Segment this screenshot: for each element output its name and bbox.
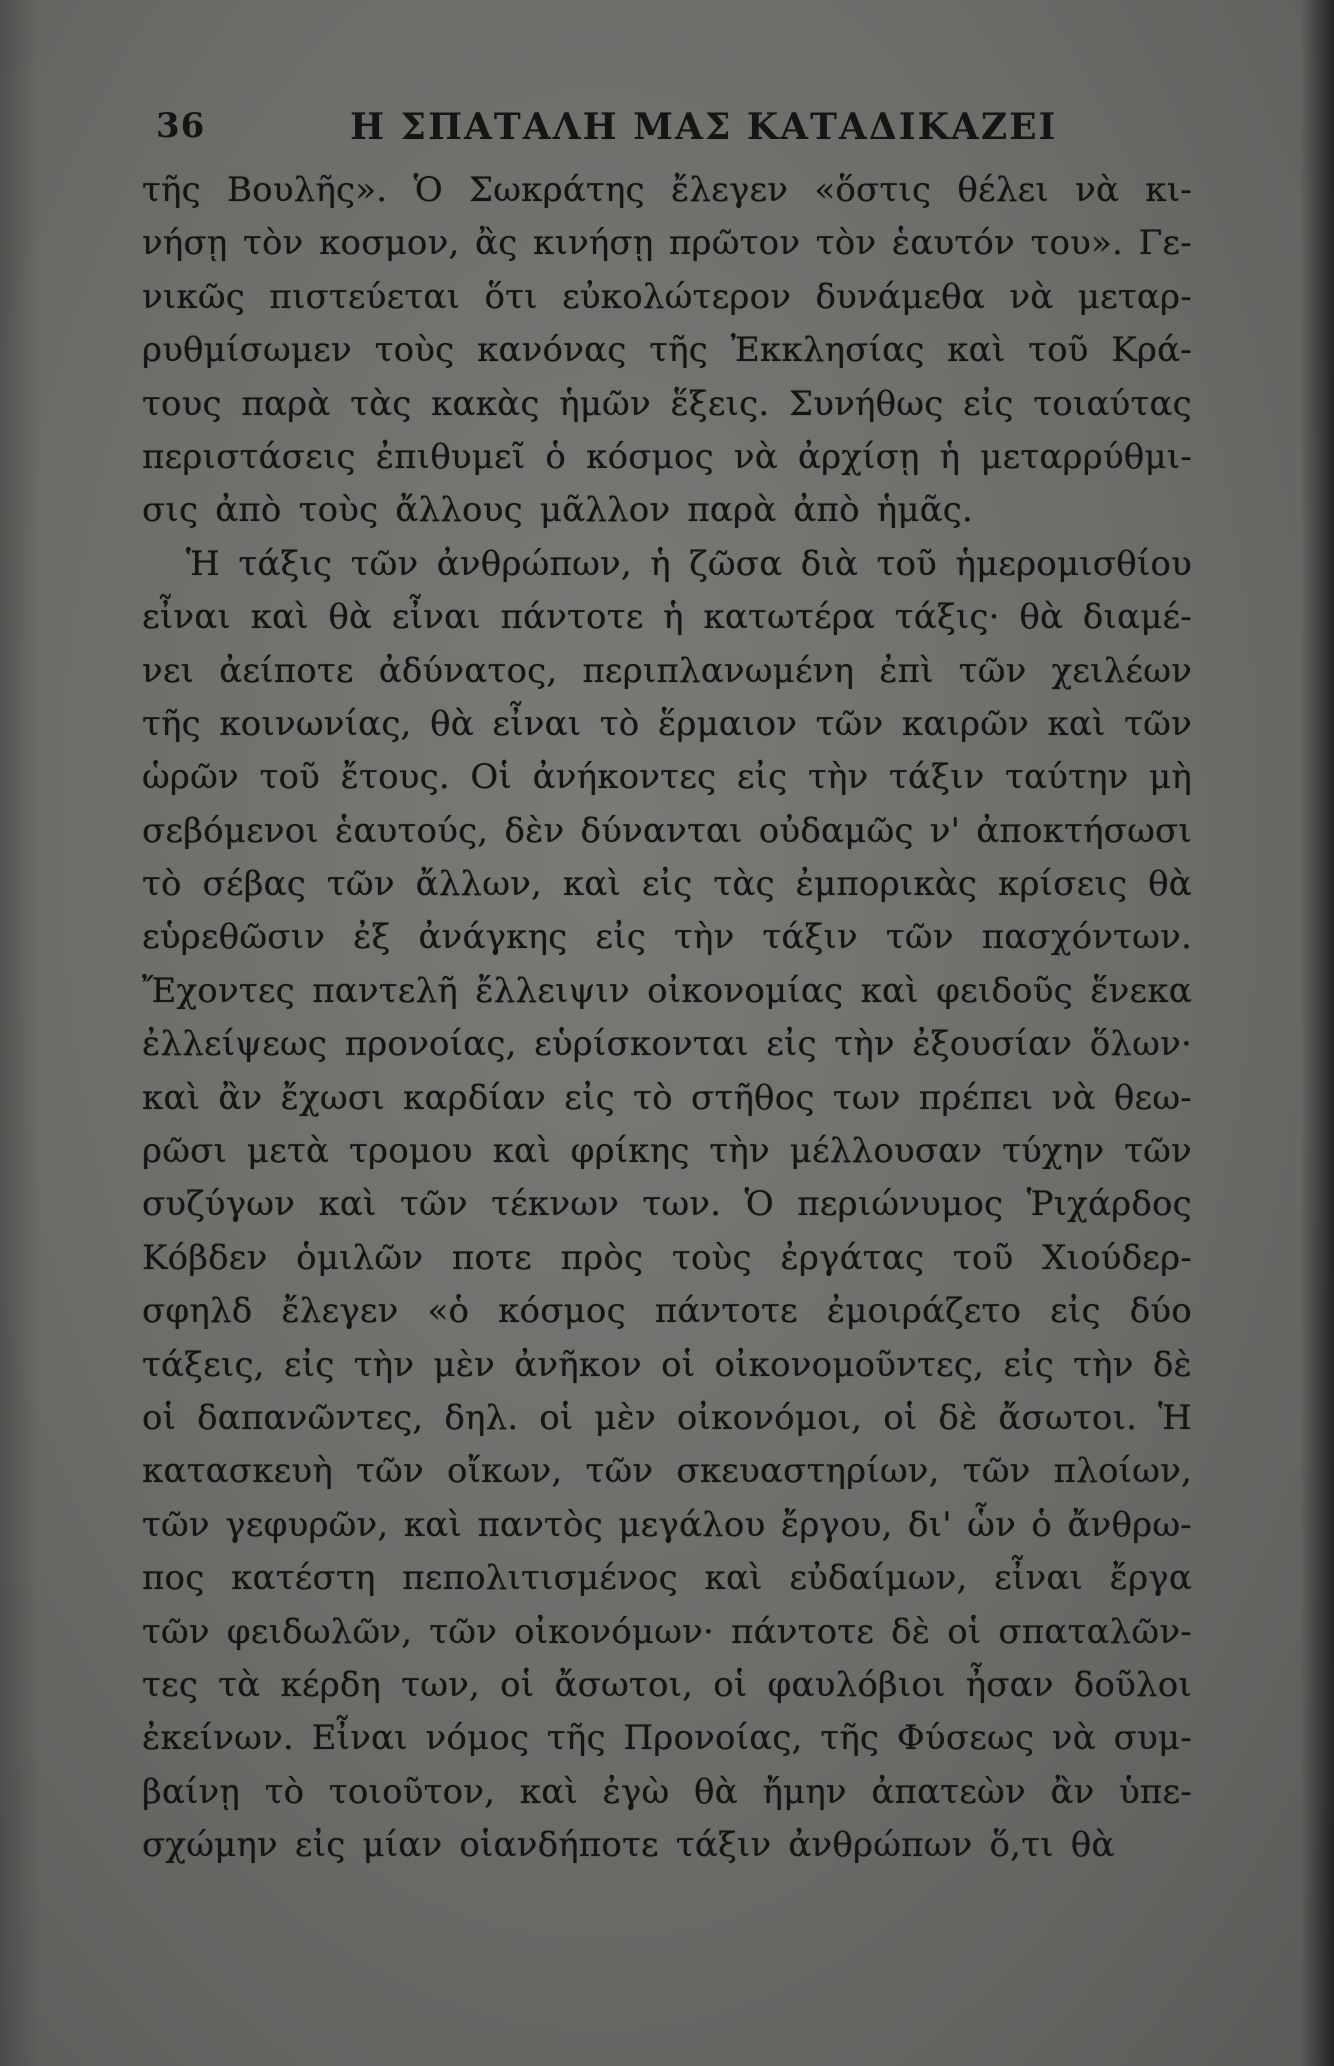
text-line: τῆς Βουλῆς». Ὁ Σωκράτης ἔλεγεν «ὅστις θέλει νὰ κι-	[142, 170, 1192, 210]
text-line: ἐκείνων. Εἶναι νόμος τῆς Προνοίας, τῆς Φύσεως νὰ συμ-	[142, 1718, 1192, 1759]
running-head	[150, 100, 1230, 164]
text-line: νει ἀείποτε ἀδύνατος, περιπλανωμένη ἐπὶ τῶν χειλέων	[142, 650, 1192, 691]
text-line: βαίνῃ τὸ τοιοῦτον, καὶ ἐγὼ θὰ ἤμην ἀπατεὼν ἂν ὑπε-	[142, 1771, 1192, 1812]
text-line: εἶναι καὶ θὰ εἶναι πάντοτε ἡ κατωτέρα τάξις· θὰ διαμέ-	[142, 597, 1192, 638]
text-line: ὡρῶν τοῦ ἔτους. Οἱ ἀνήκοντες εἰς τὴν τάξιν ταύτην μὴ	[142, 757, 1192, 798]
text-line: τῶν φειδωλῶν, τῶν οἰκονόμων· πάντοτε δὲ οἱ σπαταλῶν-	[142, 1611, 1192, 1652]
text-line: τες τὰ κέρδη των, οἱ ἄσωτοι, οἱ φαυλόβιοι ἦσαν δοῦλοι	[142, 1664, 1192, 1705]
text-line: ρῶσι μετὰ τρομου καὶ φρίκης τὴν μέλλουσαν τύχην τῶν	[142, 1131, 1192, 1172]
page-number: 36	[156, 106, 206, 146]
text-line: Κόβδεν ὁμιλῶν ποτε πρὸς τοὺς ἐργάτας τοῦ Χιούδερ-	[142, 1237, 1192, 1278]
text-line: Ἔχοντες παντελῆ ἔλλειψιν οἰκονομίας καὶ φειδοῦς ἕνεκα	[142, 970, 1192, 1011]
text-line: σφηλδ ἔλεγεν «ὁ κόσμος πάντοτε ἐμοιράζετο εἰς δύο	[142, 1291, 1192, 1332]
text-line: περιστάσεις ἐπιθυμεῖ ὁ κόσμος νὰ ἀρχίσῃ ἡ μεταρρύθμι-	[142, 436, 1192, 477]
page-gutter-shadow	[0, 0, 40, 2066]
text-line: τῶν γεφυρῶν, καὶ παντὸς μεγάλου ἔργου, δι' ὧν ὁ ἄνθρω-	[142, 1504, 1192, 1545]
text-line: πος κατέστη πεπολιτισμένος καὶ εὐδαίμων, εἶναι ἔργα	[142, 1558, 1192, 1599]
text-line: συζύγων καὶ τῶν τέκνων των. Ὁ περιώνυμος Ῥιχάρδος	[142, 1184, 1192, 1225]
text-line: σχώμην εἰς μίαν οἱανδήποτε τάξιν ἀνθρώπων ὅ,τι θὰ	[142, 1825, 1115, 1866]
body-text	[142, 164, 1192, 1873]
text-line: σεβόμενοι ἑαυτούς, δὲν δύνανται οὐδαμῶς ν' ἀποκτήσωσι	[142, 810, 1192, 851]
text-line: τάξεις, εἰς τὴν μὲν ἀνῆκον οἱ οἰκονομοῦντες, εἰς τὴν δὲ	[142, 1344, 1192, 1385]
text-line: κατασκευὴ τῶν οἴκων, τῶν σκευαστηρίων, τῶν πλοίων,	[142, 1451, 1192, 1492]
text-line: ἐλλείψεως προνοίας, εὑρίσκονται εἰς τὴν ἐξουσίαν ὅλων·	[142, 1024, 1192, 1065]
text-line: οἱ δαπανῶντες, δηλ. οἱ μὲν οἰκονόμοι, οἱ δὲ ἄσωτοι. Ἡ	[142, 1397, 1192, 1438]
text-line: σις ἀπὸ τοὺς ἄλλους μᾶλλον παρὰ ἀπὸ ἡμᾶς.	[142, 490, 974, 531]
text-line: τους παρὰ τὰς κακὰς ἡμῶν ἕξεις. Συνήθως εἰς τοιαύτας	[142, 383, 1192, 424]
text-line: τῆς κοινωνίας, θὰ εἶναι τὸ ἕρμαιον τῶν καιρῶν καὶ τῶν	[142, 703, 1192, 744]
page-edge-shadow	[1300, 0, 1334, 2066]
text-line: νικῶς πιστεύεται ὅτι εὐκολώτερον δυνάμεθα νὰ μεταρ-	[142, 276, 1192, 317]
text-line: ρυθμίσωμεν τοὺς κανόνας τῆς Ἐκκλησίας καὶ τοῦ Κρά-	[142, 330, 1192, 371]
text-line: τὸ σέβας τῶν ἄλλων, καὶ εἰς τὰς ἐμπορικὰς κρίσεις θὰ	[142, 864, 1192, 905]
text-line: νήσῃ τὸν κοσμον, ἂς κινήσῃ πρῶτον τὸν ἑαυτόν του». Γε-	[142, 223, 1192, 264]
text-line: Ἡ τάξις τῶν ἀνθρώπων, ἡ ζῶσα διὰ τοῦ ἡμερομισθίου	[186, 543, 1192, 584]
running-title: Η ΣΠΑΤΑΛΗ ΜΑΣ ΚΑΤΑΔΙΚΑΖΕΙ	[350, 106, 1058, 148]
text-line: καὶ ἂν ἔχωσι καρδίαν εἰς τὸ στῆθος των πρέπει νὰ θεω-	[142, 1077, 1192, 1118]
text-line: εὑρεθῶσιν ἐξ ἀνάγκης εἰς τὴν τάξιν τῶν πασχόντων.	[142, 917, 1192, 958]
